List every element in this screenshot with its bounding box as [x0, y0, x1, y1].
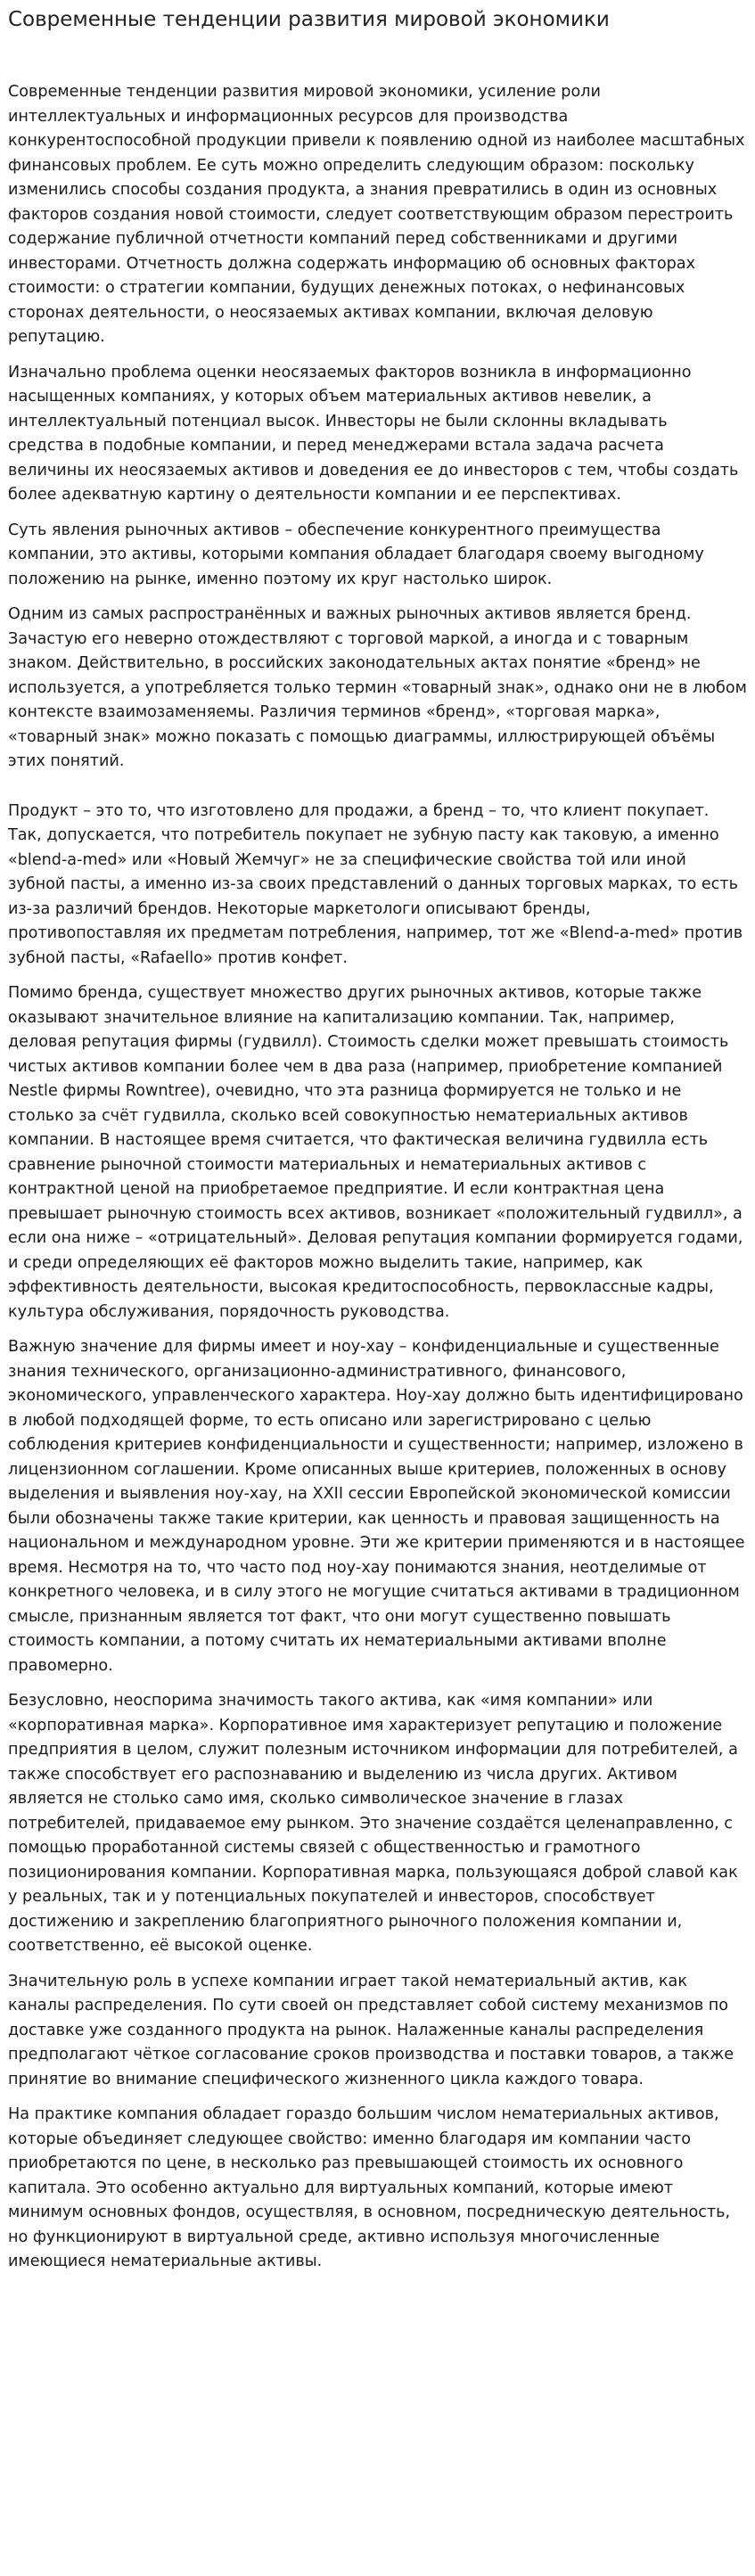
paragraph-1: Современные тенденции развития мировой экономики, усиление роли интеллектуальных и информационных ресурсов для производства конкурентоспособной продукции привели к появлению одной из наиболее масштабных финансовых проблем. Ее суть можно определить следующим образом: поскольку изменились способы создания продукта, а знания превратились в один из основных факторов создания новой стоимости, следует соответствующим образом перестроить содержание публичной отчетности компаний перед собственниками и другими инвесторами. Отчетность должна содержать информацию об основных факторах стоимости: о стратегии компании, будущих денежных потоках, о нефинансовых сторонах деятельности, о неосязаемых активах компании, включая деловую репутацию. [8, 83, 745, 346]
paragraph-8: Безусловно, неоспорима значимость такого актива, как «имя компании» или «корпоративная марка». Корпоративное имя характеризует репутацию и положение предприятия в целом, служит полезным источником информации для потребителей, а также способствует его распознаванию и выделению из числа других. Активом является не столько само имя, сколько символическое значение в глазах потребителей, придаваемое ему рынком. Это значение создаётся целенаправленно, с помощью проработанной системы связей с общественностью и грамотного позиционирования компании. Корпоративная марка, пользующаяся доброй славой как у реальных, так и у потенциальных покупателей и инвесторов, способствует достижению и закреплению благоприятного рыночного положения компании и, соответственно, её высокой оценке. [8, 1692, 738, 1955]
paragraph-2: Изначально проблема оценки неосязаемых факторов возникла в информационно насыщенных компаниях, у которых объем материальных активов невелик, а интеллектуальный потенциал высок. Инвесторы не были склонны вкладывать средства в подобные компании, и перед менеджерами встала задача расчета величины их неосязаемых активов и доведения ее до инвесторов с тем, чтобы создать более адекватную картину о деятельности компании и ее перспективах. [8, 363, 739, 504]
paragraph-9: Значительную роль в успехе компании играет такой нематериальный актив, как каналы распределения. По сути своей он представляет собой систему механизмов по доставке уже созданного продукта на рынок. Налаженные каналы распределения предполагают чёткое согласование сроков производства и поставки товаров, а также принятие во внимание специфического жизненного цикла каждого товара. [8, 1972, 734, 2088]
paragraph-4: Одним из самых распространённых и важных рыночных активов является бренд. Зачастую его неверно отождествляют с торговой маркой, а иногда и с товарным знаком. Действительно, в российских законодательных актах понятие «бренд» не используется, а употребляется только термин «товарный знак», однако они не в любом контексте взаимозаменяемы. Различия терминов «бренд», «торговая марка», «товарный знак» можно показать с помощью диаграммы, иллюстрирующей объёмы этих понятий. [8, 605, 747, 770]
paragraph-10: На практике компания обладает гораздо большим числом нематериальных активов, которые объединяет следующее свойство: именно благодаря им компании часто приобретаются по цене, в несколько раз превышающей стоимость их основного капитала. Это особенно актуально для виртуальных компаний, которые имеют минимум основных фондов, осуществляя, в основном, посредническую деятельность, но функционируют в виртуальной среде, активно используя многочисленные имеющиеся нематериальные активы. [8, 2105, 731, 2270]
page-title: Современные тенденции развития мировой экономики [8, 8, 610, 31]
paragraph-5: Продукт – это то, что изготовлено для продажи, а бренд – то, что клиент покупает. Так, допускается, что потребитель покупает не зубную пасту как таковую, а именно «blend-a-med» или «Новый Жемчуг» не за специфические свойства той или иной зубной пасты, а именно из-за своих представлений о данных торговых марках, то есть из-за различий брендов. Некоторые маркетологи описывают бренды, противопоставляя их предметам потребления, например, тот же «Blend-a-med» против зубной пасты, «Rafaello» против конфет. [8, 801, 743, 967]
article-body [8, 80, 747, 2275]
paragraph-7: Важную значение для фирмы имеет и ноу-хау – конфиденциальные и существенные знания технического, организационно-административного, финансового, экономического, управленческого характера. Ноу-хау должно быть идентифицировано в любой подходящей форме, то есть описано или зарегистрировано с целью соблюдения критериев конфиденциальности и существенности; например, изложено в лицензионном соглашении. Кроме описанных выше критериев, положенных в основу выделения и выявления ноу-хау, на XXII сессии Европейской экономической комиссии были обозначены также такие критерии, как ценность и правовая защищенность на национальном и международном уровне. Эти же критерии применяются и в настоящее время. Несмотря на то, что часто под ноу-хау понимаются знания, неотделимые от конкретного человека, и в силу этого не могущие считаться активами в традиционном смысле, признанным является тот факт, что они могут существенно повышать стоимость компании, а потому считать их нематериальными активами вполне правомерно. [8, 1338, 745, 1675]
paragraph-6: Помимо бренда, существует множество других рыночных активов, которые также оказывают значительное влияние на капитализацию компании. Так, например, деловая репутация фирмы (гудвилл). Стоимость сделки может превышать стоимость чистых активов компании более чем в два раза (например, приобретение компанией Nestle фирмы Rowntree), очевидно, что эта разница формируется не только и не столько за счёт гудвилла, сколько всей совокупностью нематериальных активов компании. В настоящее время считается, что фактическая величина гудвилла есть сравнение рыночной стоимости материальных и нематериальных активов с контрактной ценой на приобретаемое предприятие. И если контрактная цена превышает рыночную стоимость всех активов, возникает «положительный гудвилл», а если она ниже – «отрицательный». Деловая репутация компании формируется годами, и среди определяющих её факторов можно выделить такие, например, как эффективность деятельности, высокая кредитоспособность, первоклассные кадры, культура обслуживания, порядочность руководства. [8, 984, 743, 1321]
paragraph-3: Суть явления рыночных активов – обеспечение конкурентного преимущества компании, это активы, которыми компания обладает благодаря своему выгодному положению на рынке, именно поэтому их круг настолько широк. [8, 521, 704, 588]
